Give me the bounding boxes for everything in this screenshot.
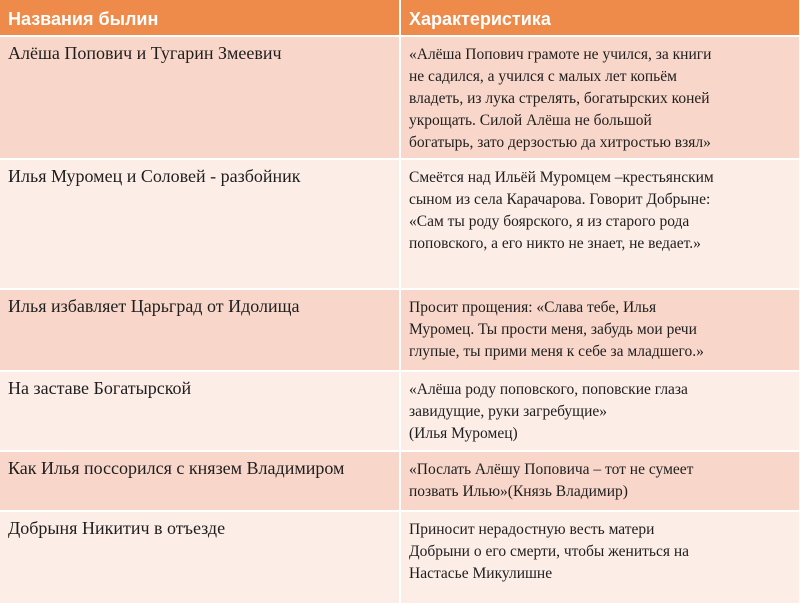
header-characteristics: Характеристика <box>400 0 800 36</box>
row-title: Илья избавляет Царьград от Идолища <box>0 289 400 371</box>
characteristic-line: завидущие, руки загребущие» <box>409 403 608 420</box>
row-characteristic <box>400 371 800 451</box>
characteristic-line: не садился, а учился с малых лет копьём <box>409 68 677 85</box>
row-title: На заставе Богатырской <box>0 371 400 451</box>
table-row <box>0 159 800 289</box>
row-title: Алёша Попович и Тугарин Змеевич <box>0 36 400 159</box>
characteristic-line: сыном из села Карачарова. Говорит Добрыне: <box>409 191 711 208</box>
table-row <box>0 371 800 451</box>
characteristic-line: «Послать Алёшу Поповича – тот не сумеет <box>409 461 694 478</box>
row-characteristic <box>400 451 800 511</box>
header-titles: Названия былин <box>0 0 400 36</box>
characteristic-line: богатырь, зато дерзостью да хитростью взял» <box>409 134 711 151</box>
row-title: Добрыня Никитич в отъезде <box>0 511 400 604</box>
characteristic-line: Приносит нерадостную весть матери <box>409 521 655 538</box>
row-title: Как Илья поссорился с князем Владимиром <box>0 451 400 511</box>
characteristic-line: Настасье Микулишне <box>409 565 553 582</box>
characteristic-line: (Илья Муромец) <box>409 425 518 442</box>
table-row <box>0 451 800 511</box>
row-characteristic <box>400 159 800 289</box>
row-characteristic <box>400 36 800 159</box>
characteristic-line: Муромец. Ты прости меня, забудь мои речи <box>409 321 697 338</box>
characteristic-line: Добрыни о его смерти, чтобы жениться на <box>409 543 690 560</box>
characteristic-line: поповского, а его никто не знает, не ведает.» <box>409 235 701 252</box>
characteristic-line: глупые, ты прими меня к себе за младшего.» <box>409 343 704 360</box>
characteristic-line: «Сам ты роду боярского, я из старого рода <box>409 213 690 230</box>
row-characteristic <box>400 511 800 604</box>
characteristic-line: Смеётся над Ильёй Муромцем –крестьянским <box>409 169 714 186</box>
row-title: Илья Муромец и Соловей - разбойник <box>0 159 400 289</box>
characteristic-line: владеть, из лука стрелять, богатырских коней <box>409 90 710 107</box>
row-characteristic <box>400 289 800 371</box>
characteristic-line: Просит прощения: «Слава тебе, Илья <box>409 299 657 316</box>
characteristic-line: укрощать. Силой Алёша не большой <box>409 112 652 129</box>
header-row <box>0 0 800 36</box>
table-row <box>0 511 800 604</box>
table-row <box>0 36 800 159</box>
characteristic-line: «Алёша роду поповского, поповские глаза <box>409 381 688 398</box>
characteristic-line: позвать Илью»(Князь Владимир) <box>409 483 628 500</box>
characteristic-line: «Алёша Попович грамоте не учился, за книги <box>409 46 712 63</box>
table-row <box>0 289 800 371</box>
